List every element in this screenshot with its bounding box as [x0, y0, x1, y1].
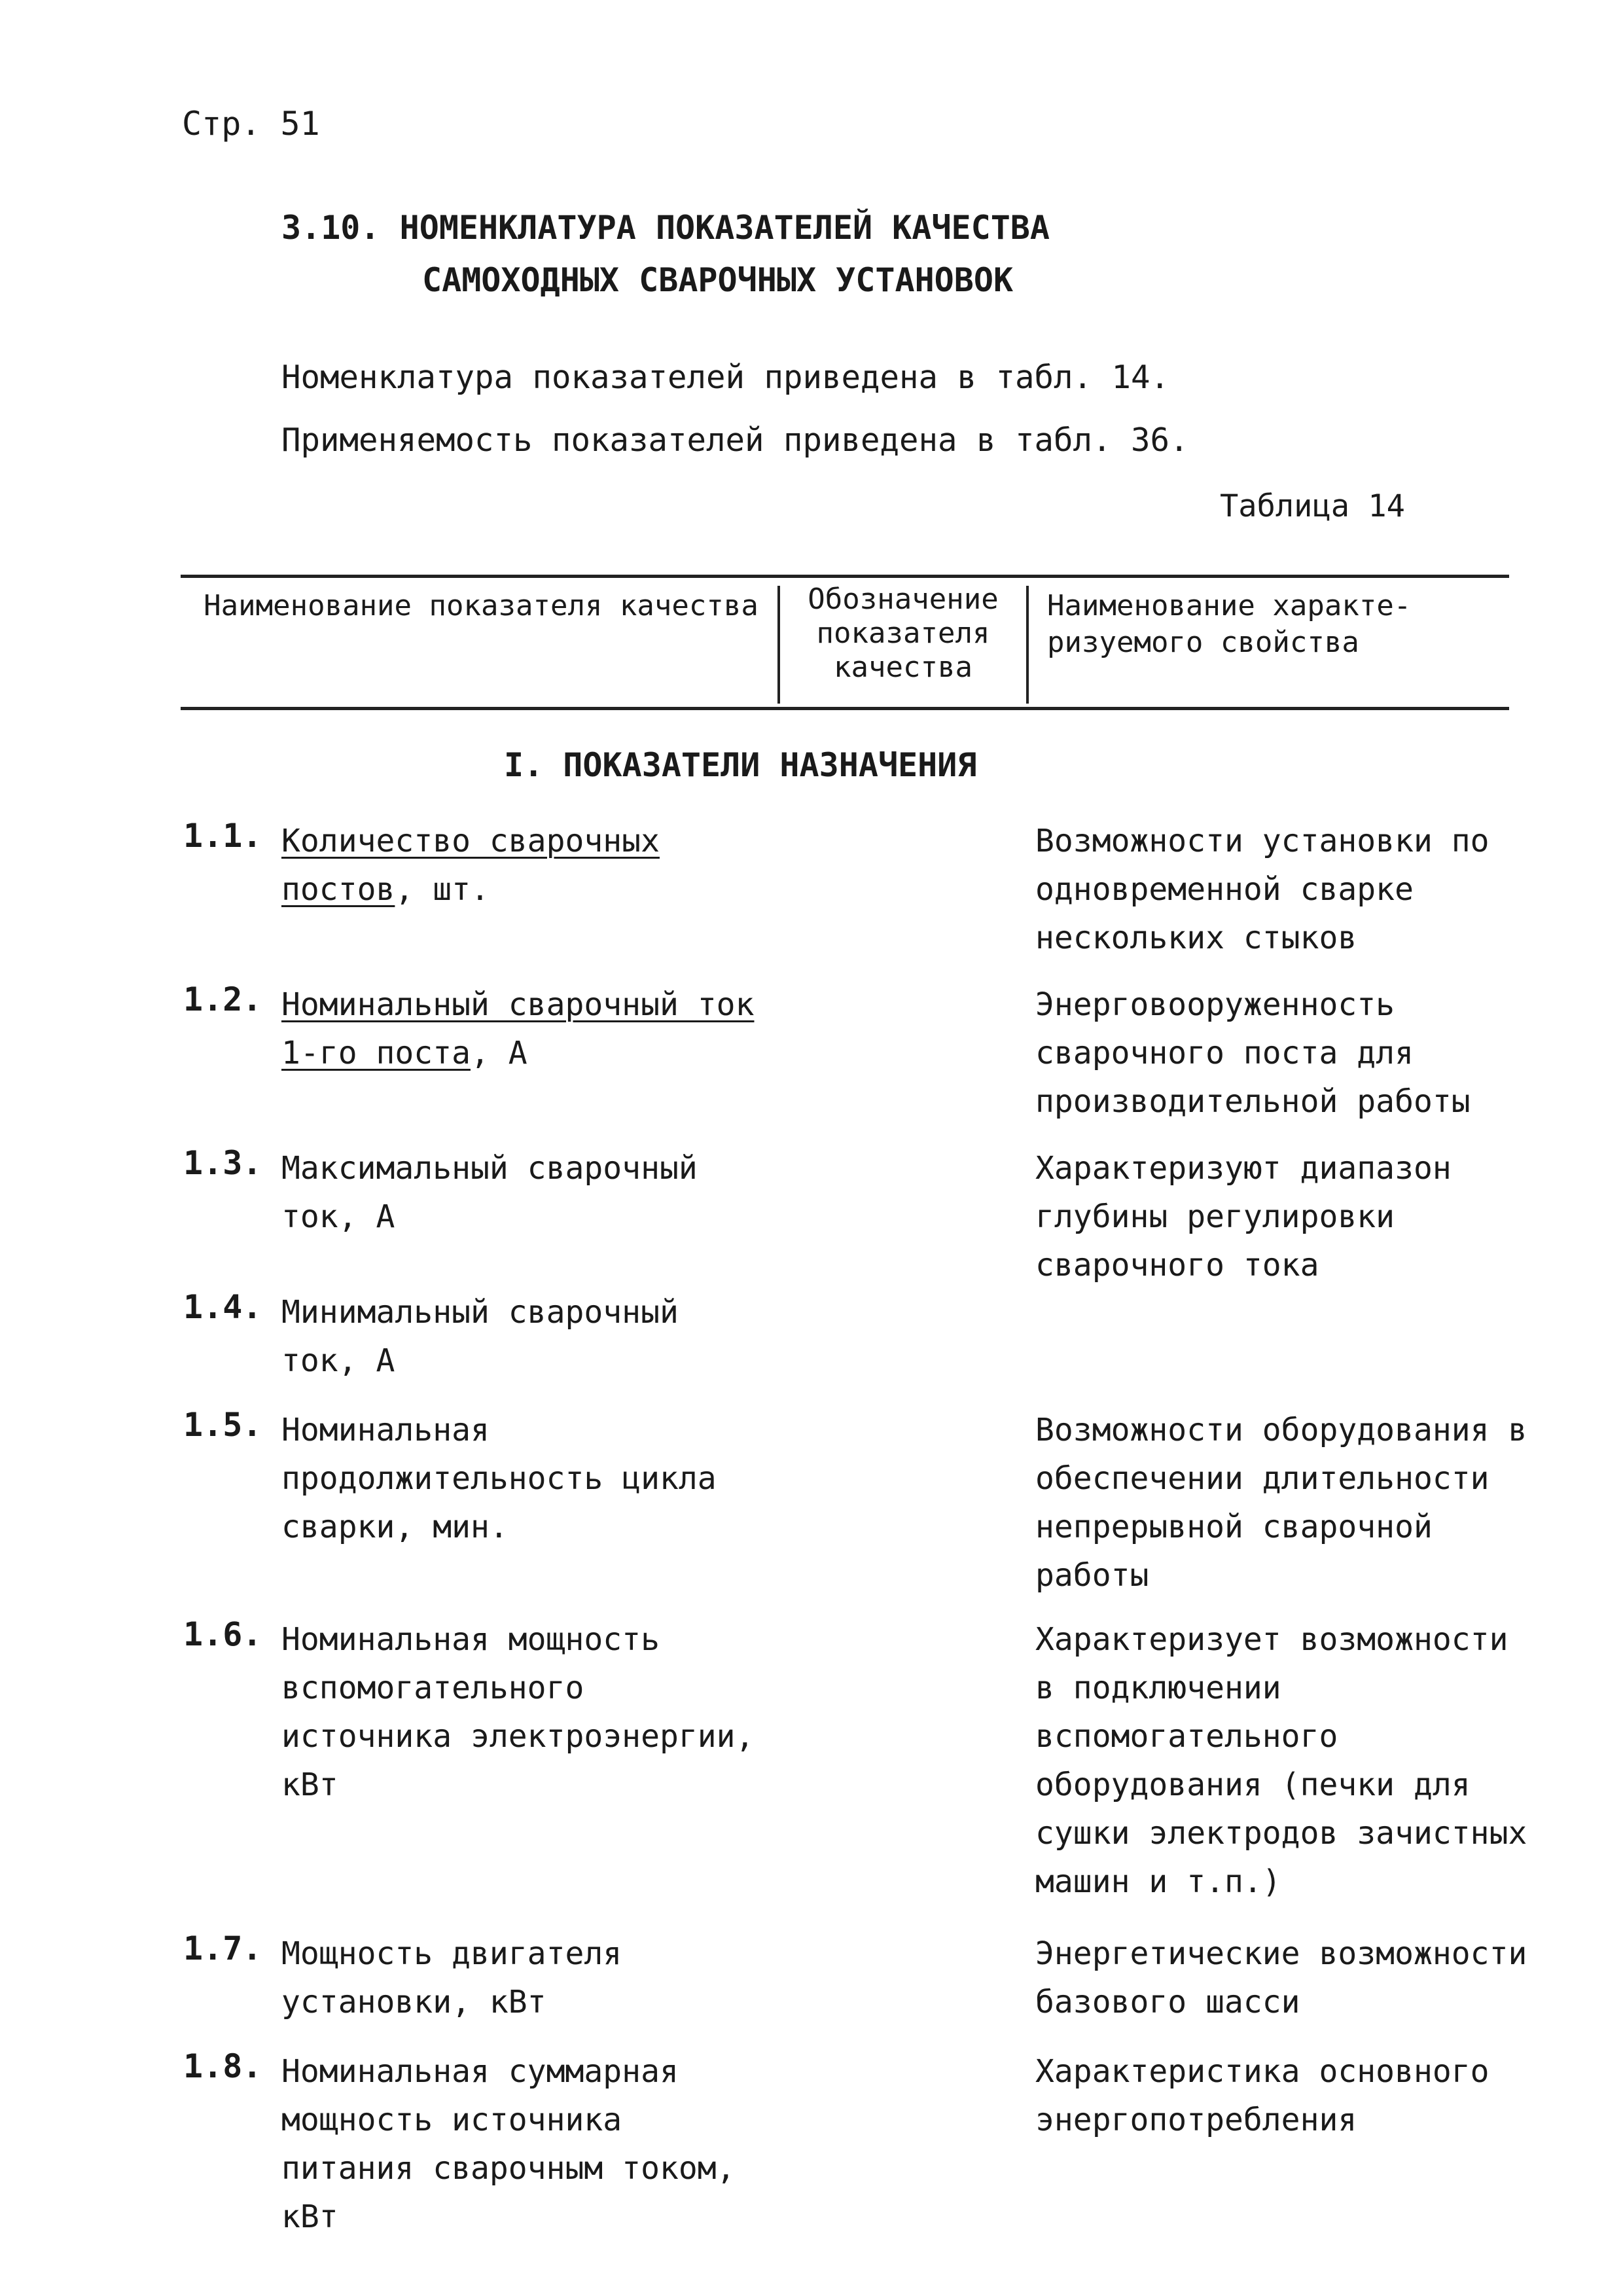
row-property: Возможности установки по одновременной сварке нескольких стыков: [1035, 823, 1489, 956]
row-indicator-name: Минимальный сварочный ток, А: [281, 1294, 679, 1379]
intro-line-2: Применяемость показателей приведена в табл. 36.: [281, 422, 1189, 459]
row-number: 1.2.: [183, 980, 262, 1018]
header-property: Наименование характе-ризуемого свойства: [1047, 589, 1412, 659]
table-label: Таблица 14: [1220, 488, 1405, 524]
row-property: Энергетические возможности базового шасси: [1035, 1935, 1527, 2020]
row-number: 1.7.: [183, 1929, 262, 1967]
row-indicator-name: [281, 980, 766, 1077]
row-indicator-name-underlined: Номинальный сварочный ток 1-го поста: [281, 986, 755, 1071]
row-indicator-name: Номинальная мощность вспомогательного источника электроэнергии, кВт: [281, 1621, 755, 1803]
table-section-heading: I. ПОКАЗАТЕЛИ НАЗНАЧЕНИЯ: [504, 746, 977, 784]
row-indicator-name-underlined: Количество сварочных постов: [281, 823, 660, 908]
header-name: Наименование показателя качества: [204, 589, 758, 622]
row-number: 1.3.: [183, 1144, 262, 1182]
header-separator-1: [777, 586, 780, 704]
section-title-line1: 3.10. НОМЕНКЛАТУРА ПОКАЗАТЕЛЕЙ КАЧЕСТВА: [281, 209, 1050, 247]
row-number: 1.4.: [183, 1288, 262, 1326]
row-indicator-name: Мощность двигателя установки, кВт: [281, 1935, 622, 2020]
intro-line-1: Номенклатура показателей приведена в табл. 14.: [281, 359, 1170, 396]
row-indicator-name-rest: , шт.: [395, 871, 490, 908]
page-number: Стр. 51: [182, 105, 320, 143]
row-indicator-name: [281, 817, 766, 914]
table-top-rule: [181, 575, 1509, 578]
row-indicator-name: Номинальная продолжительность цикла сварки, мин.: [281, 1412, 717, 1545]
row-property: Энерговооруженность сварочного поста для производительной работы: [1035, 986, 1471, 1120]
table-header-rule: [181, 707, 1509, 710]
row-indicator-name: Максимальный сварочный ток, А: [281, 1150, 698, 1235]
row-property: Возможности оборудования в обеспечении длительности непрерывной сварочной работы: [1035, 1412, 1527, 1594]
row-property: Характеризуют диапазон глубины регулировки сварочного тока: [1035, 1150, 1452, 1283]
header-designation: Обозначение показателя качества: [808, 583, 999, 684]
row-property: Характеристика основного энергопотребления: [1035, 2053, 1489, 2138]
section-title: [281, 202, 1050, 306]
row-number: 1.8.: [183, 2047, 262, 2085]
header-separator-2: [1026, 586, 1029, 704]
section-title-line2: САМОХОДНЫХ СВАРОЧНЫХ УСТАНОВОК: [422, 261, 1014, 299]
row-property: Характеризует возможности в подключении вспомогательного оборудования (печки для сушки электродов зачистных машин и т.п.): [1035, 1621, 1527, 1900]
row-indicator-name-rest: , А: [470, 1035, 527, 1071]
row-number: 1.1.: [183, 817, 262, 855]
row-indicator-name: Номинальная суммарная мощность источника питания сварочным током, кВт: [281, 2053, 736, 2235]
row-number: 1.5.: [183, 1406, 262, 1444]
row-number: 1.6.: [183, 1615, 262, 1653]
